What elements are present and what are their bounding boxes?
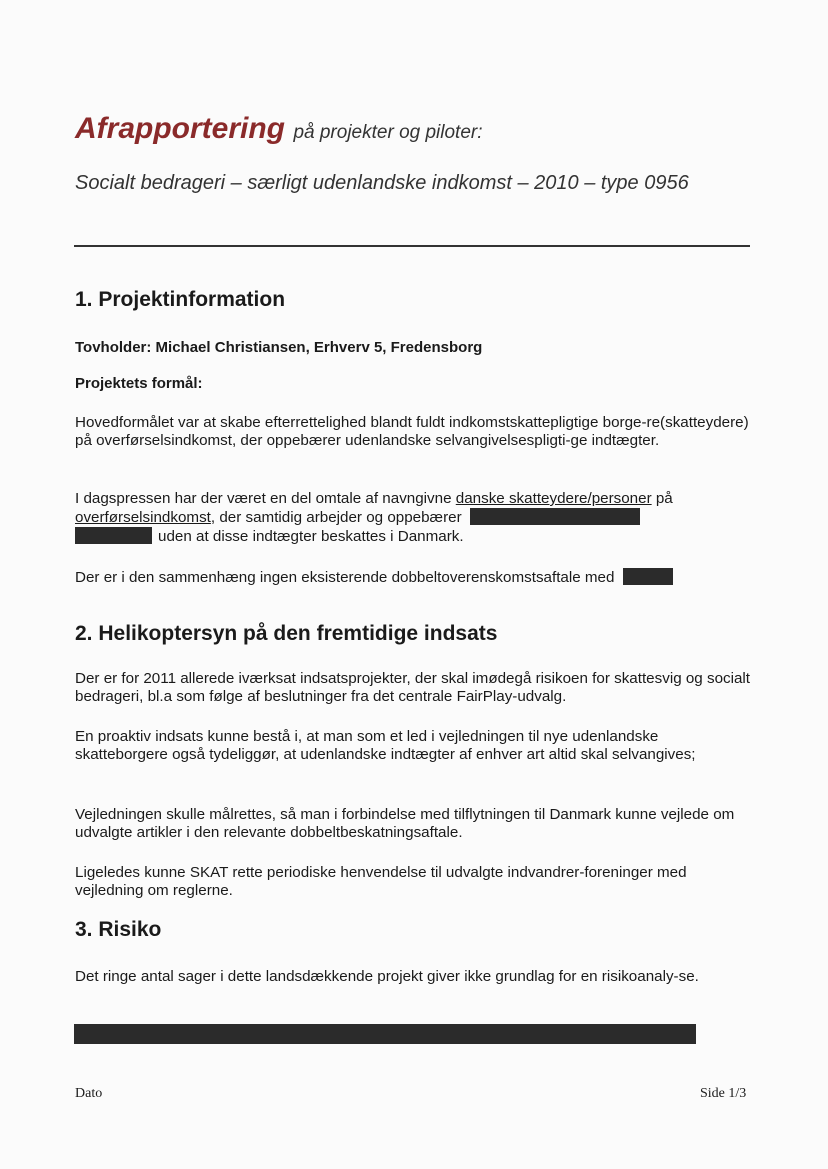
- para2-underlined-b: overførselsindkomst: [75, 509, 211, 526]
- section-heading-projektinformation: 1. Projektinformation: [75, 288, 286, 311]
- section2-paragraph-2: En proaktiv indsats kunne bestå i, at man som et led i vejledningen til nye udenlandske skatteborgere også tydeliggør, at udenlandske indtægter af enhver art altid skal selvangives;: [75, 728, 696, 763]
- section3-paragraph-1: Det ringe antal sager i dette landsdækkende projekt giver ikke grundlag for en risikoanaly-se.: [75, 968, 699, 985]
- tovholder-line: Tovholder: Michael Christiansen, Erhverv 5, Fredensborg: [75, 339, 483, 356]
- section1-paragraph-2: [75, 490, 755, 546]
- section2-paragraph-3: Vejledningen skulle målrettes, så man i forbindelse med tilflytningen til Danmark kunne vejlede om udvalgte artikler i den relevante dobbeltbeskatningsaftale.: [75, 806, 735, 841]
- footer-page-number: Side 1/3: [700, 1086, 747, 1101]
- title-line: [75, 112, 483, 146]
- page-title: Afrapportering: [75, 112, 285, 145]
- redaction-block: [75, 527, 152, 544]
- formaal-label: Projektets formål:: [75, 375, 203, 392]
- para2-text-a: I dagspressen har der været en del omtale af navngivne: [75, 490, 456, 507]
- footer-date-label: Dato: [75, 1086, 103, 1101]
- title-suffix: på projekter og piloter:: [293, 122, 483, 143]
- page-subtitle: Socialt bedrageri – særligt udenlandske indkomst – 2010 – type 0956: [75, 172, 689, 194]
- para2-text-c: , der samtidig arbejder og oppebærer: [210, 509, 462, 526]
- para2-text-d: uden at disse indtægter beskattes i Danmark.: [158, 528, 464, 545]
- redaction-block: [470, 508, 640, 525]
- section1-paragraph-3: [75, 568, 755, 587]
- redaction-block: [74, 1024, 696, 1044]
- redaction-block: [623, 568, 673, 585]
- section2-paragraph-1: Der er for 2011 allerede iværksat indsatsprojekter, der skal imødegå risikoen for skattesvig og socialt bedrageri, bl.a som følge af beslutninger fra det centrale FairPlay-udvalg.: [75, 670, 751, 705]
- section-heading-helikoptersyn: 2. Helikoptersyn på den fremtidige indsats: [75, 622, 498, 645]
- header-divider: [74, 245, 750, 247]
- para3-text: Der er i den sammenhæng ingen eksisterende dobbeltoverenskomstsaftale med: [75, 569, 615, 586]
- section2-paragraph-4: Ligeledes kunne SKAT rette periodiske henvendelse til udvalgte indvandrer-foreninger med vejledning om reglerne.: [75, 864, 687, 899]
- section-heading-risiko: 3. Risiko: [75, 918, 162, 941]
- para2-text-b: på: [651, 490, 673, 507]
- section1-paragraph-1: Hovedformålet var at skabe efterrettelighed blandt fuldt indkomstskattepligtige borge-re(skatteydere) på overførselsindkomst, der oppebærer udenlandske selvangivelsespligti-ge indtægter.: [75, 414, 749, 449]
- para2-underlined-a: danske skatteydere/personer: [455, 490, 652, 507]
